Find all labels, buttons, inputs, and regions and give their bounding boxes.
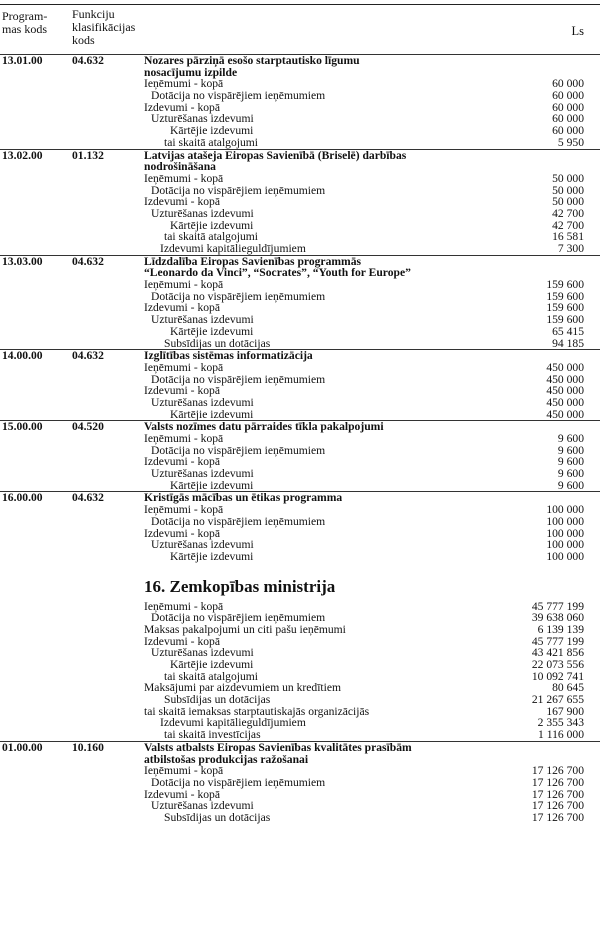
row-label: Ieņēmumi - kopā [144, 432, 224, 445]
table-row [0, 90, 600, 102]
table-row [0, 528, 600, 540]
row-label: Kārtējie izdevumi [170, 124, 254, 138]
row-value: 1 116 000 [538, 728, 584, 742]
row-label: Uzturēšanas izdevumi [151, 313, 254, 327]
program-code: 13.01.00 [2, 54, 43, 67]
section-title-row [0, 67, 600, 79]
row-label: tai skaitā atalgojumi [164, 669, 259, 683]
section-title-row [0, 491, 600, 504]
section-title-row [0, 54, 600, 67]
row-label: Ieņēmumi - kopā [144, 171, 224, 185]
row-value: 450 000 [546, 407, 584, 421]
table-row [0, 647, 600, 659]
row-label: Dotācija no vispārējiem ieņēmumiem [151, 443, 326, 457]
row-label: Kārtējie izdevumi [170, 407, 254, 421]
row-value: 9 600 [557, 478, 584, 492]
table-row [0, 800, 600, 812]
section-title: Valsts nozīmes datu pārraides tīkla pakalpojumi [144, 420, 384, 434]
row-value: 45 777 199 [531, 634, 584, 648]
header-text: klasifikācijas [72, 20, 136, 34]
row-label: Dotācija no vispārējiem ieņēmumiem [151, 514, 326, 528]
row-value: 17 126 700 [531, 775, 584, 789]
header-text: kods [72, 33, 95, 47]
row-label: Subsīdijas un dotācijas [164, 336, 271, 350]
row-label: Dotācija no vispārējiem ieņēmumiem [151, 289, 326, 303]
section-title-row [0, 161, 600, 173]
section-title: nodrošināšana [144, 160, 216, 174]
function-code: 04.632 [72, 254, 104, 268]
row-value: 43 421 856 [531, 646, 584, 660]
row-label: tai skaitā investīcijas [164, 728, 261, 742]
section-title: nosacījumu izpilde [144, 65, 238, 79]
row-value: 159 600 [546, 301, 584, 315]
row-value: 159 600 [546, 289, 584, 303]
function-code: 04.520 [72, 420, 104, 434]
table-row [0, 125, 600, 137]
table-row [0, 185, 600, 197]
row-label: Kārtējie izdevumi [170, 218, 254, 232]
row-label: Uzturēšanas izdevumi [151, 395, 254, 409]
row-value: 17 126 700 [531, 764, 584, 778]
row-value: 5 950 [557, 135, 584, 149]
row-value: 100 000 [546, 514, 584, 528]
row-value: 450 000 [546, 384, 584, 398]
section-title-row [0, 349, 600, 362]
section-title-row [0, 149, 600, 162]
ministry-heading-row [0, 575, 600, 601]
header-text: Program- [2, 9, 48, 23]
table-row [0, 279, 600, 291]
header-text: mas kods [2, 22, 47, 36]
section-title-row [0, 741, 600, 754]
table-row [0, 302, 600, 314]
table-row [0, 480, 600, 492]
table-row [0, 326, 600, 338]
row-label: Uzturēšanas izdevumi [151, 646, 254, 660]
section-title-row [0, 420, 600, 433]
row-value: 60 000 [552, 77, 584, 91]
row-value: 50 000 [552, 171, 584, 185]
row-value: 9 600 [557, 443, 584, 457]
section-title: “Leonardo da Vinci”, “Socrates”, “Youth for Europe” [144, 266, 411, 280]
row-value: 42 700 [552, 206, 584, 220]
row-label: Izdevumi - kopā [144, 634, 220, 648]
header-function-code [72, 8, 172, 47]
section-title: Nozares pārziņā esošo starptautisko līgumu [144, 54, 360, 67]
function-code: 04.632 [72, 54, 104, 67]
row-value: 9 600 [557, 467, 584, 481]
table-header [0, 4, 600, 55]
row-value: 50 000 [552, 195, 584, 209]
row-label: Dotācija no vispārējiem ieņēmumiem [151, 89, 326, 103]
row-value: 60 000 [552, 112, 584, 126]
row-value: 9 600 [557, 432, 584, 445]
table-row [0, 409, 600, 421]
row-value: 60 000 [552, 124, 584, 138]
table-row [0, 729, 600, 741]
function-code: 04.632 [72, 349, 104, 363]
table-row [0, 456, 600, 468]
program-code: 13.02.00 [2, 148, 43, 162]
row-value: 17 126 700 [531, 787, 584, 801]
row-value: 65 415 [552, 324, 584, 338]
function-code: 01.132 [72, 148, 104, 162]
row-label: Maksas pakalpojumi un citi pašu ieņēmumi [144, 622, 346, 636]
table-row [0, 362, 600, 374]
row-label: Izdevumi - kopā [144, 526, 220, 540]
header-text: Funkciju [72, 7, 115, 21]
row-label: Izdevumi - kopā [144, 455, 220, 469]
table-row [0, 243, 600, 255]
row-value: 7 300 [557, 242, 584, 255]
table-row [0, 812, 600, 824]
table-row [0, 433, 600, 445]
program-code: 13.03.00 [2, 254, 43, 268]
row-label: Dotācija no vispārējiem ieņēmumiem [151, 183, 326, 197]
table-row [0, 539, 600, 551]
table-row [0, 196, 600, 208]
row-value: 50 000 [552, 183, 584, 197]
section-title: Kristīgās mācības un ētikas programma [144, 491, 343, 505]
row-label: Izdevumi - kopā [144, 195, 220, 209]
section-title: Izglītības sistēmas informatizācija [144, 349, 313, 363]
row-label: Izdevumi kapitālieguldījumiem [160, 242, 306, 255]
table-row [0, 694, 600, 706]
row-value: 100 000 [546, 549, 584, 563]
section-title: atbilstošas produkcijas ražošanai [144, 752, 309, 766]
row-value: 100 000 [546, 538, 584, 552]
section-title-row [0, 267, 600, 279]
row-label: Subsīdijas un dotācijas [164, 810, 271, 824]
row-value: 42 700 [552, 218, 584, 232]
row-value: 17 126 700 [531, 799, 584, 813]
row-label: Uzturēšanas izdevumi [151, 799, 254, 813]
row-label: Izdevumi - kopā [144, 787, 220, 801]
row-label: tai skaitā atalgojumi [164, 135, 259, 149]
row-label: Uzturēšanas izdevumi [151, 467, 254, 481]
table-body [0, 54, 600, 824]
row-label: Ieņēmumi - kopā [144, 599, 224, 613]
row-value: 159 600 [546, 278, 584, 292]
row-value: 17 126 700 [531, 810, 584, 824]
row-label: Subsīdijas un dotācijas [164, 693, 271, 707]
row-label: Dotācija no vispārējiem ieņēmumiem [151, 372, 326, 386]
row-label: tai skaitā atalgojumi [164, 230, 259, 244]
row-label: Dotācija no vispārējiem ieņēmumiem [151, 611, 326, 625]
table-row [0, 173, 600, 185]
row-value: 60 000 [552, 89, 584, 103]
row-value: 2 355 343 [537, 716, 584, 730]
row-value: 39 638 060 [531, 611, 584, 625]
row-value: 450 000 [546, 372, 584, 386]
row-label: Kārtējie izdevumi [170, 658, 254, 671]
ministry-heading: 16. Zemkopības ministrija [144, 576, 336, 596]
header-currency: Ls [571, 24, 584, 38]
row-label: tai skaitā iemaksas starptautiskajās organizācijās [144, 704, 370, 718]
row-label: Ieņēmumi - kopā [144, 503, 224, 517]
table-row [0, 624, 600, 636]
row-label: Kārtējie izdevumi [170, 549, 254, 563]
table-row [0, 102, 600, 114]
table-row [0, 137, 600, 149]
table-row [0, 717, 600, 729]
table-row [0, 314, 600, 326]
row-value: 167 900 [546, 704, 584, 718]
row-value: 10 092 741 [531, 669, 584, 683]
table-row [0, 445, 600, 457]
program-code: 15.00.00 [2, 420, 43, 434]
row-value: 94 185 [552, 336, 584, 350]
row-label: Ieņēmumi - kopā [144, 764, 224, 778]
program-code: 14.00.00 [2, 349, 43, 363]
header-program-code [2, 10, 68, 36]
row-label: Uzturēšanas izdevumi [151, 112, 254, 126]
function-code: 10.160 [72, 740, 104, 754]
row-value: 21 267 655 [531, 693, 584, 707]
row-value: 16 581 [552, 230, 584, 244]
table-row [0, 682, 600, 694]
row-value: 450 000 [546, 360, 584, 374]
row-label: Ieņēmumi - kopā [144, 360, 224, 374]
table-row [0, 291, 600, 303]
table-row [0, 397, 600, 409]
table-row [0, 789, 600, 801]
row-value: 60 000 [552, 100, 584, 114]
row-value: 22 073 556 [531, 658, 584, 671]
row-value: 6 139 139 [537, 622, 584, 636]
function-code: 04.632 [72, 491, 104, 505]
row-label: Ieņēmumi - kopā [144, 278, 224, 292]
row-label: Dotācija no vispārējiem ieņēmumiem [151, 775, 326, 789]
program-code: 16.00.00 [2, 491, 43, 505]
table-row [0, 516, 600, 528]
table-row [0, 208, 600, 220]
table-row [0, 468, 600, 480]
section-title: Valsts atbalsts Eiropas Savienības kvalitātes prasībām [144, 740, 412, 754]
row-label: Uzturēšanas izdevumi [151, 206, 254, 220]
row-label: Ieņēmumi - kopā [144, 77, 224, 91]
row-label: Izdevumi kapitālieguldījumiem [160, 716, 306, 730]
row-value: 100 000 [546, 526, 584, 540]
row-label: Uzturēšanas izdevumi [151, 538, 254, 552]
table-row [0, 338, 600, 350]
table-row [0, 113, 600, 125]
program-code: 01.00.00 [2, 740, 43, 754]
row-label: Maksājumi par aizdevumiem un kredītiem [144, 681, 342, 695]
row-label: Kārtējie izdevumi [170, 478, 254, 492]
table-row [0, 636, 600, 648]
row-label: Izdevumi - kopā [144, 100, 220, 114]
row-value: 45 777 199 [531, 599, 584, 613]
section-title: Līdzdalība Eiropas Savienības programmās [144, 254, 361, 268]
row-value: 80 645 [552, 681, 584, 695]
table-row [0, 385, 600, 397]
table-row [0, 220, 600, 232]
row-label: Izdevumi - kopā [144, 384, 220, 398]
table-row [0, 374, 600, 386]
table-row [0, 659, 600, 671]
section-title: Latvijas atašeja Eiropas Savienībā (Briselē) darbības [144, 148, 407, 162]
row-value: 9 600 [557, 455, 584, 469]
row-label: Izdevumi - kopā [144, 301, 220, 315]
row-value: 450 000 [546, 395, 584, 409]
row-value: 159 600 [546, 313, 584, 327]
row-label: Kārtējie izdevumi [170, 324, 254, 338]
table-row [0, 777, 600, 789]
row-value: 100 000 [546, 503, 584, 517]
table-row [0, 551, 600, 563]
section-title-row [0, 754, 600, 766]
